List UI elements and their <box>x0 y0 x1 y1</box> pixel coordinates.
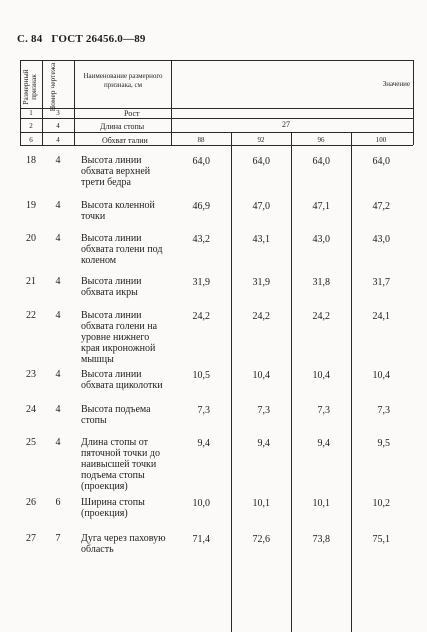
row-value: 75,1 <box>372 534 390 545</box>
row-drawing: 4 <box>55 369 61 380</box>
header-feature-name: Наименование размерного признака, см <box>83 72 163 89</box>
row-feature-name: Высота коленной точки <box>81 200 155 222</box>
row-value: 47,2 <box>372 201 390 212</box>
row-value: 9,4 <box>197 438 210 449</box>
row-value: 10,4 <box>312 370 330 381</box>
row-num: 19 <box>26 200 36 211</box>
col-rule <box>171 60 172 145</box>
row-feature-name: Высота линии обхвата голени на уровне нижнего края икроножной мышцы <box>81 310 158 365</box>
row-drawing: 4 <box>55 155 61 166</box>
subrow-name: Обхват талии <box>102 136 148 145</box>
row-value: 46,9 <box>192 201 210 212</box>
row-value: 10,0 <box>192 498 210 509</box>
row-value: 31,7 <box>372 277 390 288</box>
row-feature-name: Высота линии обхвата икры <box>81 276 142 298</box>
row-num: 27 <box>26 533 36 544</box>
row-value: 9,4 <box>257 438 270 449</box>
row-rule <box>20 132 413 133</box>
row-value: 24,1 <box>372 311 390 322</box>
row-value: 31,8 <box>312 277 330 288</box>
subrow-name: Рост <box>124 109 140 118</box>
row-feature-name: Дуга через паховую область <box>81 533 166 555</box>
row-drawing: 7 <box>55 533 61 544</box>
row-value: 72,6 <box>252 534 270 545</box>
size-header: 100 <box>375 136 387 144</box>
data-table <box>20 0 413 632</box>
row-value: 10,4 <box>372 370 390 381</box>
row-drawing: 4 <box>55 310 61 321</box>
row-value: 7,3 <box>377 405 390 416</box>
row-drawing: 4 <box>55 437 61 448</box>
row-value: 24,2 <box>192 311 210 322</box>
page-number: С. 84 <box>17 33 43 45</box>
subrow-drawing: 3 <box>56 109 60 117</box>
row-value: 64,0 <box>192 156 210 167</box>
row-num: 22 <box>26 310 36 321</box>
row-value: 7,3 <box>197 405 210 416</box>
row-value: 43,0 <box>312 234 330 245</box>
row-feature-name: Высота линии обхвата верхней трети бедра <box>81 155 151 188</box>
row-drawing: 4 <box>55 233 61 244</box>
subrow-name: Длина стопы <box>100 122 145 131</box>
row-value: 64,0 <box>372 156 390 167</box>
row-rule <box>20 118 413 119</box>
subrow-num: 6 <box>29 136 33 144</box>
row-drawing: 4 <box>55 200 61 211</box>
row-value: 24,2 <box>252 311 270 322</box>
row-value: 7,3 <box>317 405 330 416</box>
table-top-rule <box>20 60 413 61</box>
header-drawing-no: Номер чертежа <box>48 62 57 112</box>
row-num: 21 <box>26 276 36 287</box>
subheader-bottom-rule <box>20 145 413 146</box>
row-value: 43,0 <box>372 234 390 245</box>
subrow-num: 2 <box>29 122 33 130</box>
row-value: 10,1 <box>312 498 330 509</box>
row-value: 43,1 <box>252 234 270 245</box>
row-value: 47,0 <box>252 201 270 212</box>
row-drawing: 6 <box>55 497 61 508</box>
row-value: 9,4 <box>317 438 330 449</box>
header-value: Значение <box>382 80 410 88</box>
header-size-feature-no: Размерный признак <box>21 69 38 105</box>
row-value: 9,5 <box>377 438 390 449</box>
row-num: 24 <box>26 404 36 415</box>
row-value: 7,3 <box>257 405 270 416</box>
col-rule <box>42 60 43 145</box>
size-header: 92 <box>257 136 265 144</box>
row-num: 20 <box>26 233 36 244</box>
col-rule <box>413 60 414 145</box>
row-value: 64,0 <box>252 156 270 167</box>
row-feature-name: Ширина стопы (проекция) <box>81 497 145 519</box>
row-num: 25 <box>26 437 36 448</box>
row-drawing: 4 <box>55 276 61 287</box>
size-header: 96 <box>317 136 325 144</box>
row-value: 64,0 <box>312 156 330 167</box>
row-feature-name: Длина стопы от пяточной точки до наивысшей точки подъема стопы (проекция) <box>81 437 160 492</box>
row-value: 43,2 <box>192 234 210 245</box>
subrow-num: 1 <box>29 109 33 117</box>
row-value: 47,1 <box>312 201 330 212</box>
row-value: 10,5 <box>192 370 210 381</box>
row-num: 26 <box>26 497 36 508</box>
row-value: 73,8 <box>312 534 330 545</box>
size-header: 88 <box>197 136 205 144</box>
row-value: 31,9 <box>252 277 270 288</box>
row-num: 23 <box>26 369 36 380</box>
row-feature-name: Высота линии обхвата голени под коленом <box>81 233 163 266</box>
row-value: 10,1 <box>252 498 270 509</box>
row-value: 10,2 <box>372 498 390 509</box>
row-feature-name: Высота подъема стопы <box>81 404 151 426</box>
row-feature-name: Высота линии обхвата щиколотки <box>81 369 163 391</box>
row-value: 10,4 <box>252 370 270 381</box>
row-num: 18 <box>26 155 36 166</box>
row-value: 31,9 <box>192 277 210 288</box>
subrow-drawing: 4 <box>56 122 60 130</box>
subrow-value: 27 <box>282 120 290 129</box>
subrow-drawing: 4 <box>56 136 60 144</box>
row-value: 24,2 <box>312 311 330 322</box>
row-value: 71,4 <box>192 534 210 545</box>
standard-code: ГОСТ 26456.0—89 <box>51 33 146 45</box>
row-drawing: 4 <box>55 404 61 415</box>
header-bottom-rule <box>20 108 413 109</box>
